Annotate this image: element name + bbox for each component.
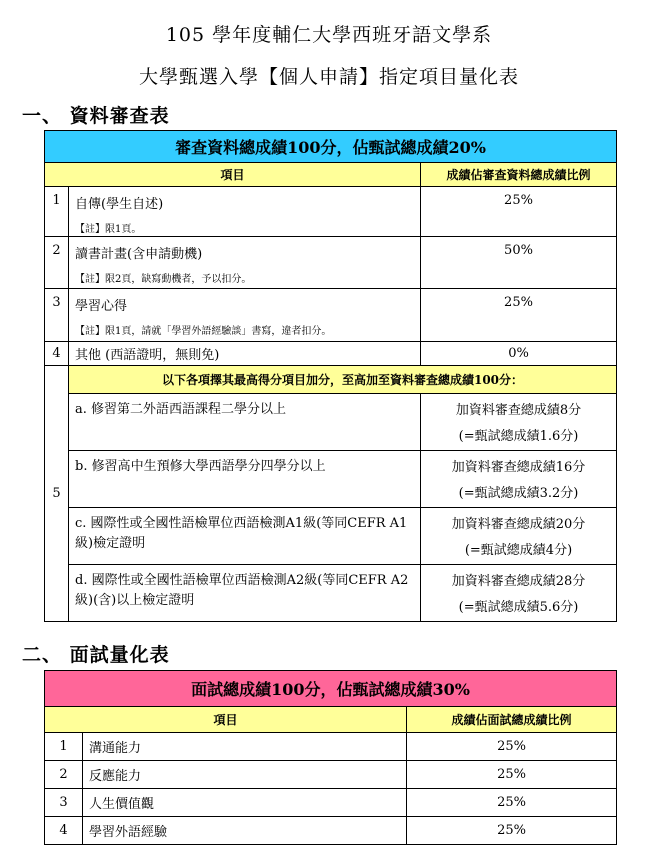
interview-banner: 面試總成績100分，佔甄試總成績30% xyxy=(45,671,617,707)
table-row xyxy=(45,342,617,366)
row-number: 3 xyxy=(45,789,83,817)
interview-table xyxy=(44,670,617,845)
table-row xyxy=(45,789,617,817)
row-item: 反應能力 xyxy=(83,761,407,789)
table-row xyxy=(45,733,617,761)
row-number: 5 xyxy=(45,366,69,622)
section2-heading: 二、 面試量化表 xyxy=(22,644,170,666)
row-value: 25% xyxy=(407,761,617,789)
bonus-value: 加資料審查總成績8分 (=甄試總成績1.6分) xyxy=(421,394,617,451)
row-value: 25% xyxy=(407,789,617,817)
row-value: 25% xyxy=(407,733,617,761)
bonus-value: 加資料審查總成績16分 (=甄試總成績3.2分) xyxy=(421,451,617,508)
review-table xyxy=(44,130,617,622)
row-number: 1 xyxy=(45,733,83,761)
row-item: 學習外語經驗 xyxy=(83,817,407,845)
table-row xyxy=(45,761,617,789)
row-number: 4 xyxy=(45,342,69,366)
table-row xyxy=(45,187,617,237)
row-note: 【註】限2頁，缺寫動機者，予以扣分。 xyxy=(75,274,252,285)
bonus-value: 加資料審查總成績20分 (=甄試總成績4分) xyxy=(421,508,617,565)
row-value: 25% xyxy=(407,817,617,845)
bonus-row xyxy=(45,394,617,451)
row-value: 0% xyxy=(421,342,617,366)
col-ratio-header: 成績佔審查資料總成績比例 xyxy=(421,163,617,187)
bonus-row xyxy=(45,565,617,622)
bonus-row xyxy=(45,508,617,565)
bonus-item: d. 國際性或全國性語檢單位西語檢測A2級(等同CEFR A2級)(含)以上檢定證明 xyxy=(69,565,421,622)
bonus-row xyxy=(45,451,617,508)
row-value: 50% xyxy=(421,237,617,289)
document-subtitle: 大學甄選入學【個人申請】指定項目量化表 xyxy=(138,66,519,88)
row-note: 【註】限1頁。 xyxy=(75,224,142,235)
row-number: 2 xyxy=(45,237,69,289)
row-item: 其他 (西語證明，無則免) xyxy=(69,342,421,366)
row-number: 1 xyxy=(45,187,69,237)
section1-heading: 一、 資料審查表 xyxy=(22,105,170,127)
row-number: 4 xyxy=(45,817,83,845)
bonus-header: 以下各項擇其最高得分項目加分，至高加至資料審查總成績100分： xyxy=(69,366,617,394)
table-row xyxy=(45,289,617,342)
col-item-header: 項目 xyxy=(45,707,407,733)
bonus-value: 加資料審查總成績28分 (=甄試總成績5.6分) xyxy=(421,565,617,622)
bonus-item: c. 國際性或全國性語檢單位西語檢測A1級(等同CEFR A1級)檢定證明 xyxy=(69,508,421,565)
table-row xyxy=(45,817,617,845)
document-title: 105 學年度輔仁大學西班牙語文學系 xyxy=(165,24,493,46)
col-ratio-header: 成績佔面試總成績比例 xyxy=(407,707,617,733)
bonus-item: a. 修習第二外語西語課程二學分以上 xyxy=(69,394,421,451)
review-banner: 審查資料總成績100分，佔甄試總成績20% xyxy=(45,131,617,163)
table-row xyxy=(45,237,617,289)
row-item: 自傳(學生自述) 【註】限1頁。 xyxy=(69,187,421,237)
row-item: 讀書計畫(含申請動機) 【註】限2頁，缺寫動機者，予以扣分。 xyxy=(69,237,421,289)
row-value: 25% xyxy=(421,289,617,342)
row-item: 人生價值觀 xyxy=(83,789,407,817)
col-item-header: 項目 xyxy=(45,163,421,187)
row-number: 3 xyxy=(45,289,69,342)
row-note: 【註】限1頁，請就「學習外語經驗談」書寫，違者扣分。 xyxy=(75,326,332,337)
bonus-item: b. 修習高中生預修大學西語學分四學分以上 xyxy=(69,451,421,508)
row-item: 溝通能力 xyxy=(83,733,407,761)
row-number: 2 xyxy=(45,761,83,789)
row-value: 25% xyxy=(421,187,617,237)
row-item: 學習心得 【註】限1頁，請就「學習外語經驗談」書寫，違者扣分。 xyxy=(69,289,421,342)
